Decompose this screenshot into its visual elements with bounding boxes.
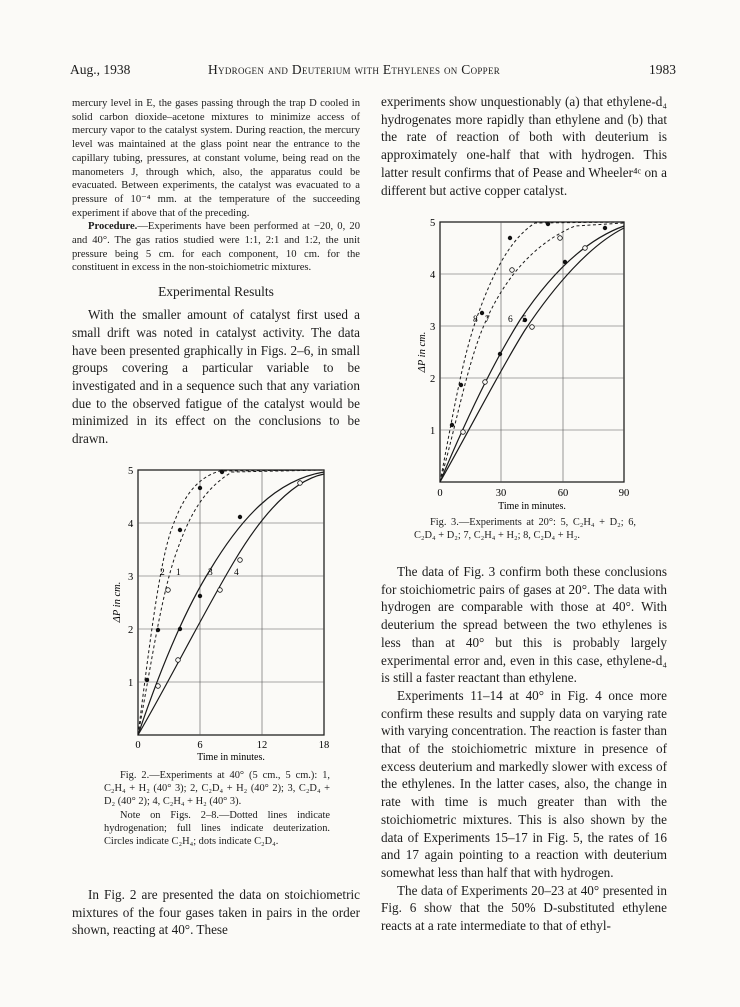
figure-2-caption-block [104,769,330,848]
fig3-curve-7 [440,223,624,482]
fig6-discussion: The data of Experiments 20–23 at 40° presented in Fig. 6 show that the 50% D-substituted ethylene reacts at a rate intermediate to that of ethyl- [381,882,667,934]
fig3-point [508,236,512,240]
fig2-point [178,627,182,631]
fig3-discussion: The data of Fig. 3 confirm both these conclusions for stoichiometric pairs of gases at 20°. The data with hydrogen are comparable with those at 40°. With deuterium the spread between the two ethylenes is less than at 40° but this is probably largely experimental error and, even in this case, ethylene-d₄ is still a faster reactant than ethylene. [381,564,667,686]
fig3-frame [440,222,624,482]
fig3-point [480,311,484,315]
fig3-point [583,246,588,251]
left-bottom-paragraph [72,886,360,939]
fig3-point [459,383,463,387]
fig2-xlabel: Time in minutes. [197,752,265,762]
fig3-point [563,260,567,264]
fig2-point [156,684,161,689]
figure-3-caption: Fig. 3.—Experiments at 20°: 5, C₂H₄ + D₂; 6, C₂D₄ + D₂; 7, C₂H₄ + H₂; 8, C₂D₄ + H₂. [414,517,636,542]
left-column [72,97,360,448]
fig3-ytick: 5 [430,218,436,229]
procedure-label: Procedure. [88,221,138,233]
results-paragraph: With the smaller amount of catalyst first used a small drift was noted in catalyst activity. The data have been presented graphically in Figs. 2–6, in small groups covering a particular variable to be investigated and in a sequence such that any variation due to the observed fatigue of the catalyst would be minimized in its effect on the conclusions to be drawn. [72,307,360,447]
fig2-point [178,528,182,532]
fig2-xtick: 6 [197,740,203,751]
fig2-point [176,658,181,663]
fig3-ytick: 4 [430,270,436,281]
fig2-point [298,481,303,486]
fig3-xtick: 30 [495,488,507,499]
header-title: Hydrogen and Deuterium with Ethylenes on Copper [208,62,501,77]
fig2-curve-label: 1 [176,568,181,578]
fig2-ytick: 1 [128,678,134,689]
fig4-discussion: Experiments 11–14 at 40° in Fig. 4 once more confirm these results and supply data on varying rate with varying concentration. The reaction is faster than that of the stoichiometric mixture in presence of excess deuterium and markedly slower with excess of the ethylenes. In the latter cases, also, the change in rate with time is much greater than with the stoichiometric mixtures. This is also shown by the data of Experiments 15–17 in Fig. 5, the rates of 16 and 17 again pointing to a reaction with deuterium somewhat less than half that with hydrogen. [381,687,667,880]
fig2-point [198,594,202,598]
fig3-xlabel: Time in minutes. [498,501,566,512]
fig3-xtick: 60 [557,488,569,499]
header-page-number: 1983 [649,62,676,77]
section-title: Experimental Results [158,284,274,300]
fig3-xtick: 0 [437,488,443,499]
fig2-ytick: 4 [128,519,134,530]
fig2-point [238,515,242,519]
fig3-ylabel: ΔP in cm. [417,331,428,373]
fig3-ytick: 2 [430,374,436,385]
fig2-curve-2 [138,470,324,735]
fig2-point [198,486,202,490]
fig3-point [450,423,454,427]
fig2-point [145,678,149,682]
figure-2-chart [108,462,348,762]
fig2-ylabel: ΔP in cm. [112,581,123,623]
header-date: Aug., 1938 [70,62,131,77]
fig3-ytick: 3 [430,322,436,333]
fig3-point [530,325,535,330]
fig2-curve-3 [138,472,324,735]
fig3-point [546,222,550,226]
fig3-curve-label: 5 [522,315,527,325]
fig2-curve-1 [138,470,324,735]
fig2-point [166,588,171,593]
fig3-point [483,380,488,385]
fig2-point [238,558,243,563]
fig2-curve-4 [138,474,324,735]
fig3-point [558,236,563,241]
figure-3-caption-block [414,516,636,542]
fig2-xtick: 12 [256,740,268,751]
fig2-xtick: 18 [318,740,330,751]
apparatus-paragraph: mercury level in E, the gases passing through the trap D cooled in solid carbon dioxide–acetone mixtures to minimize access of mercury vapor to the catalyst system. During reaction, the mercury level was maintained at the glass point near the entrance to the capillary tubing, pressures, at constant volume, being read on the manometers J, through which, also, the apparatus could be evacuated. Between experiments, the catalyst was evacuated to a pressure of 10⁻⁴ mm. at the temperature of the succeeding experiment if above that of the preceding. [72,98,360,219]
fig3-point [498,352,502,356]
fig3-point [461,430,466,435]
right-top-paragraph [381,93,667,199]
fig2-ytick: 2 [128,625,134,636]
fig2-curve-label: 2 [160,568,165,578]
fig3-curve-label: 6 [508,315,513,325]
procedure-text: —Experiments have been performed at −20, 0, 20 and 40°. The gas ratios studied were 1:1, 2:1 and 1:2, the unit pressure being 5 cm. for each component, 10 cm. for the constituent in excess in the non-stoichiometric mixtures. [72,221,360,274]
fig2-ytick: 3 [128,572,134,583]
fig3-curve-5 [440,228,624,482]
fig3-point [510,268,515,273]
fig2-point [156,628,160,632]
fig2-point [218,588,223,593]
fig2-xtick: 0 [135,740,141,751]
fig3-curve-8 [440,222,624,482]
procedure-paragraph [72,220,360,275]
figure-2-caption: Fig. 2.—Experiments at 40° (5 cm., 5 cm.): 1, C₂H₄ + H₂ (40° 3); 2, C₂D₄ + H₂ (40° 2); 3, C₂D₄ + D₂ (40° 2); 4, C₂H₄ + H₂ (40° 3). [104,770,330,808]
figure-note: Note on Figs. 2–8.—Dotted lines indicate hydrogenation; full lines indicate deuterization. Circles indicate C₂H₄; dots indicate C₂D₄. [104,809,330,848]
right-body-text [381,563,667,935]
figure-3-chart [408,214,648,529]
continuation-paragraph: experiments show unquestionably (a) that ethylene-d₄ hydrogenates more rapidly than ethylene and (b) that the rate of reaction of both with deuterium is approximately one-half that with hydrogen. This latter result confirms that of Pease and Wheeler⁴ᶜ on a different but active copper catalyst. [381,94,667,198]
fig2-point [220,470,224,474]
fig3-curve-6 [440,226,624,482]
fig3-ytick: 1 [430,426,436,437]
fig3-xtick: 90 [618,488,630,499]
fig2-discussion: In Fig. 2 are presented the data on stoichiometric mixtures of the four gases taken in pairs in the order shown, reacting at 40°. These [72,887,360,938]
running-header [70,62,676,82]
fig3-point [603,226,607,230]
fig2-curve-label: 3 [208,568,213,578]
fig2-frame [138,470,324,735]
fig3-curve-label: 7 [485,315,490,325]
fig2-ytick: 5 [128,466,134,477]
fig3-curve-label: 8 [473,315,478,325]
fig2-curve-label: 4 [234,568,239,578]
